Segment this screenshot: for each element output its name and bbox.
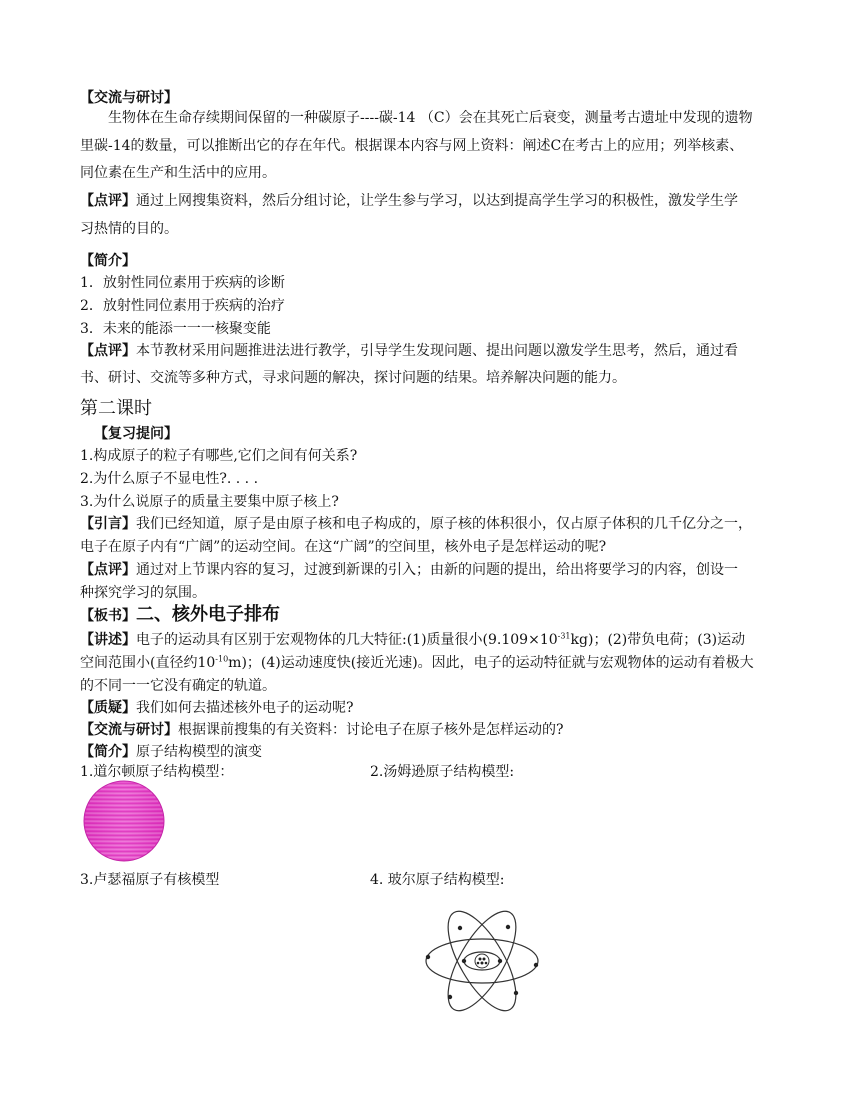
review-label: 【复习提问】	[94, 426, 178, 442]
question-item: 1.构成原子的粒子有哪些,它们之间有何关系?	[80, 448, 358, 464]
comment-label: 【点评】	[80, 343, 136, 359]
comment-line: 种探究学习的氛围。	[80, 585, 206, 601]
question-text: 我们如何去描述核外电子的运动呢?	[136, 700, 354, 716]
discuss-line	[80, 720, 780, 740]
comment-text: 通过上网搜集资料，然后分组讨论，让学生参与学习，以达到提高学生学习的积极性，激发学生学	[136, 193, 738, 209]
lecture-line	[80, 630, 780, 650]
bohr-atom-model-image	[420, 905, 544, 1017]
section-title-intro: 【简介】	[80, 253, 136, 269]
question-item: 2.为什么原子不显电性?. . . .	[80, 471, 259, 487]
comment-text: 通过对上节课内容的复习，过渡到新课的引入；由新的问题的提出，给出将要学习的内容，创设一	[136, 562, 738, 578]
lecture-line: 的不同一一它没有确定的轨道。	[80, 678, 276, 694]
paragraph-line: 里碳-14的数量，可以推断出它的存在年代。根据课本内容与网上资料：阐述C在考古上的应用；列举核素、	[80, 138, 744, 154]
question-line	[80, 698, 780, 718]
exponent: -10	[215, 654, 229, 664]
exponent: -31	[557, 631, 571, 641]
comment-label: 【点评】	[80, 562, 136, 578]
discuss-label: 【交流与研讨】	[80, 722, 178, 738]
brief-label: 【简介】	[80, 744, 136, 760]
lecture-text: 电子的运动具有区别于宏观物体的几大特征:(1)质量很小(9.109×10	[136, 632, 558, 648]
comment-line: 书、研讨、交流等多种方式，寻求问题的解决，探讨问题的结果。培养解决问题的能力。	[80, 370, 626, 386]
section-title-exchange: 【交流与研讨】	[80, 90, 178, 106]
model-label-thomson: 2.汤姆逊原子结构模型:	[370, 764, 515, 780]
lecture-text: kg)；(2)带负电荷；(3)运动	[570, 632, 746, 648]
board-label: 【板书】	[80, 608, 136, 624]
comment-line	[80, 191, 780, 211]
lecture-text: m)；(4)运动速度快(接近光速)。因此，电子的运动特征就与宏观物体的运动有着极大	[228, 655, 754, 671]
intro-text: 我们已经知道，原子是由原子核和电子构成的，原子核的体积很小，仅占原子体积的几千亿分之一，	[136, 516, 752, 532]
lecture-line	[80, 653, 780, 673]
board-heading: 二、核外电子排布	[136, 604, 280, 625]
lesson-heading: 第二课时	[80, 398, 152, 419]
lecture-label: 【讲述】	[80, 632, 136, 648]
intro-line	[80, 514, 780, 534]
intro-line: 电子在原子内有“广阔”的运动空间。在这“广阔”的空间里，核外电子是怎样运动的呢?	[80, 539, 607, 555]
model-label-rutherford: 3.卢瑟福原子有核模型	[80, 872, 220, 888]
lecture-text: 空间范围小(直径约10	[80, 655, 216, 671]
list-item: 2．放射性同位素用于疾病的治疗	[80, 298, 285, 314]
model-label-bohr: 4. 玻尔原子结构模型:	[370, 872, 505, 888]
discuss-text: 根据课前搜集的有关资料：讨论电子在原子核外是怎样运动的?	[178, 722, 564, 738]
model-label-dalton: 1.道尔顿原子结构模型：	[80, 764, 234, 780]
brief-line	[80, 742, 780, 762]
paragraph-line: 生物体在生命存续期间保留的一种碳原子----碳-14 （C）会在其死亡后衰变，测量考古遗址中发现的遗物	[108, 110, 753, 126]
dalton-sphere-image	[82, 780, 166, 862]
comment-text: 本节教材采用问题推进法进行教学，引导学生发现问题、提出问题以激发学生思考，然后，通过看	[136, 343, 738, 359]
comment-line	[80, 560, 780, 580]
comment-line	[80, 341, 780, 361]
question-item: 3.为什么说原子的质量主要集中原子核上?	[80, 494, 339, 510]
comment-line: 习热情的目的。	[80, 221, 178, 237]
list-item: 1．放射性同位素用于疾病的诊断	[80, 275, 285, 291]
board-line	[80, 603, 780, 628]
paragraph-line: 同位素在生产和生活中的应用。	[80, 165, 276, 181]
comment-label: 【点评】	[80, 193, 136, 209]
list-item: 3．未来的能添一一一核聚变能	[80, 321, 271, 337]
brief-text: 原子结构模型的演变	[136, 744, 262, 760]
intro-label: 【引言】	[80, 516, 136, 532]
question-label: 【质疑】	[80, 700, 136, 716]
